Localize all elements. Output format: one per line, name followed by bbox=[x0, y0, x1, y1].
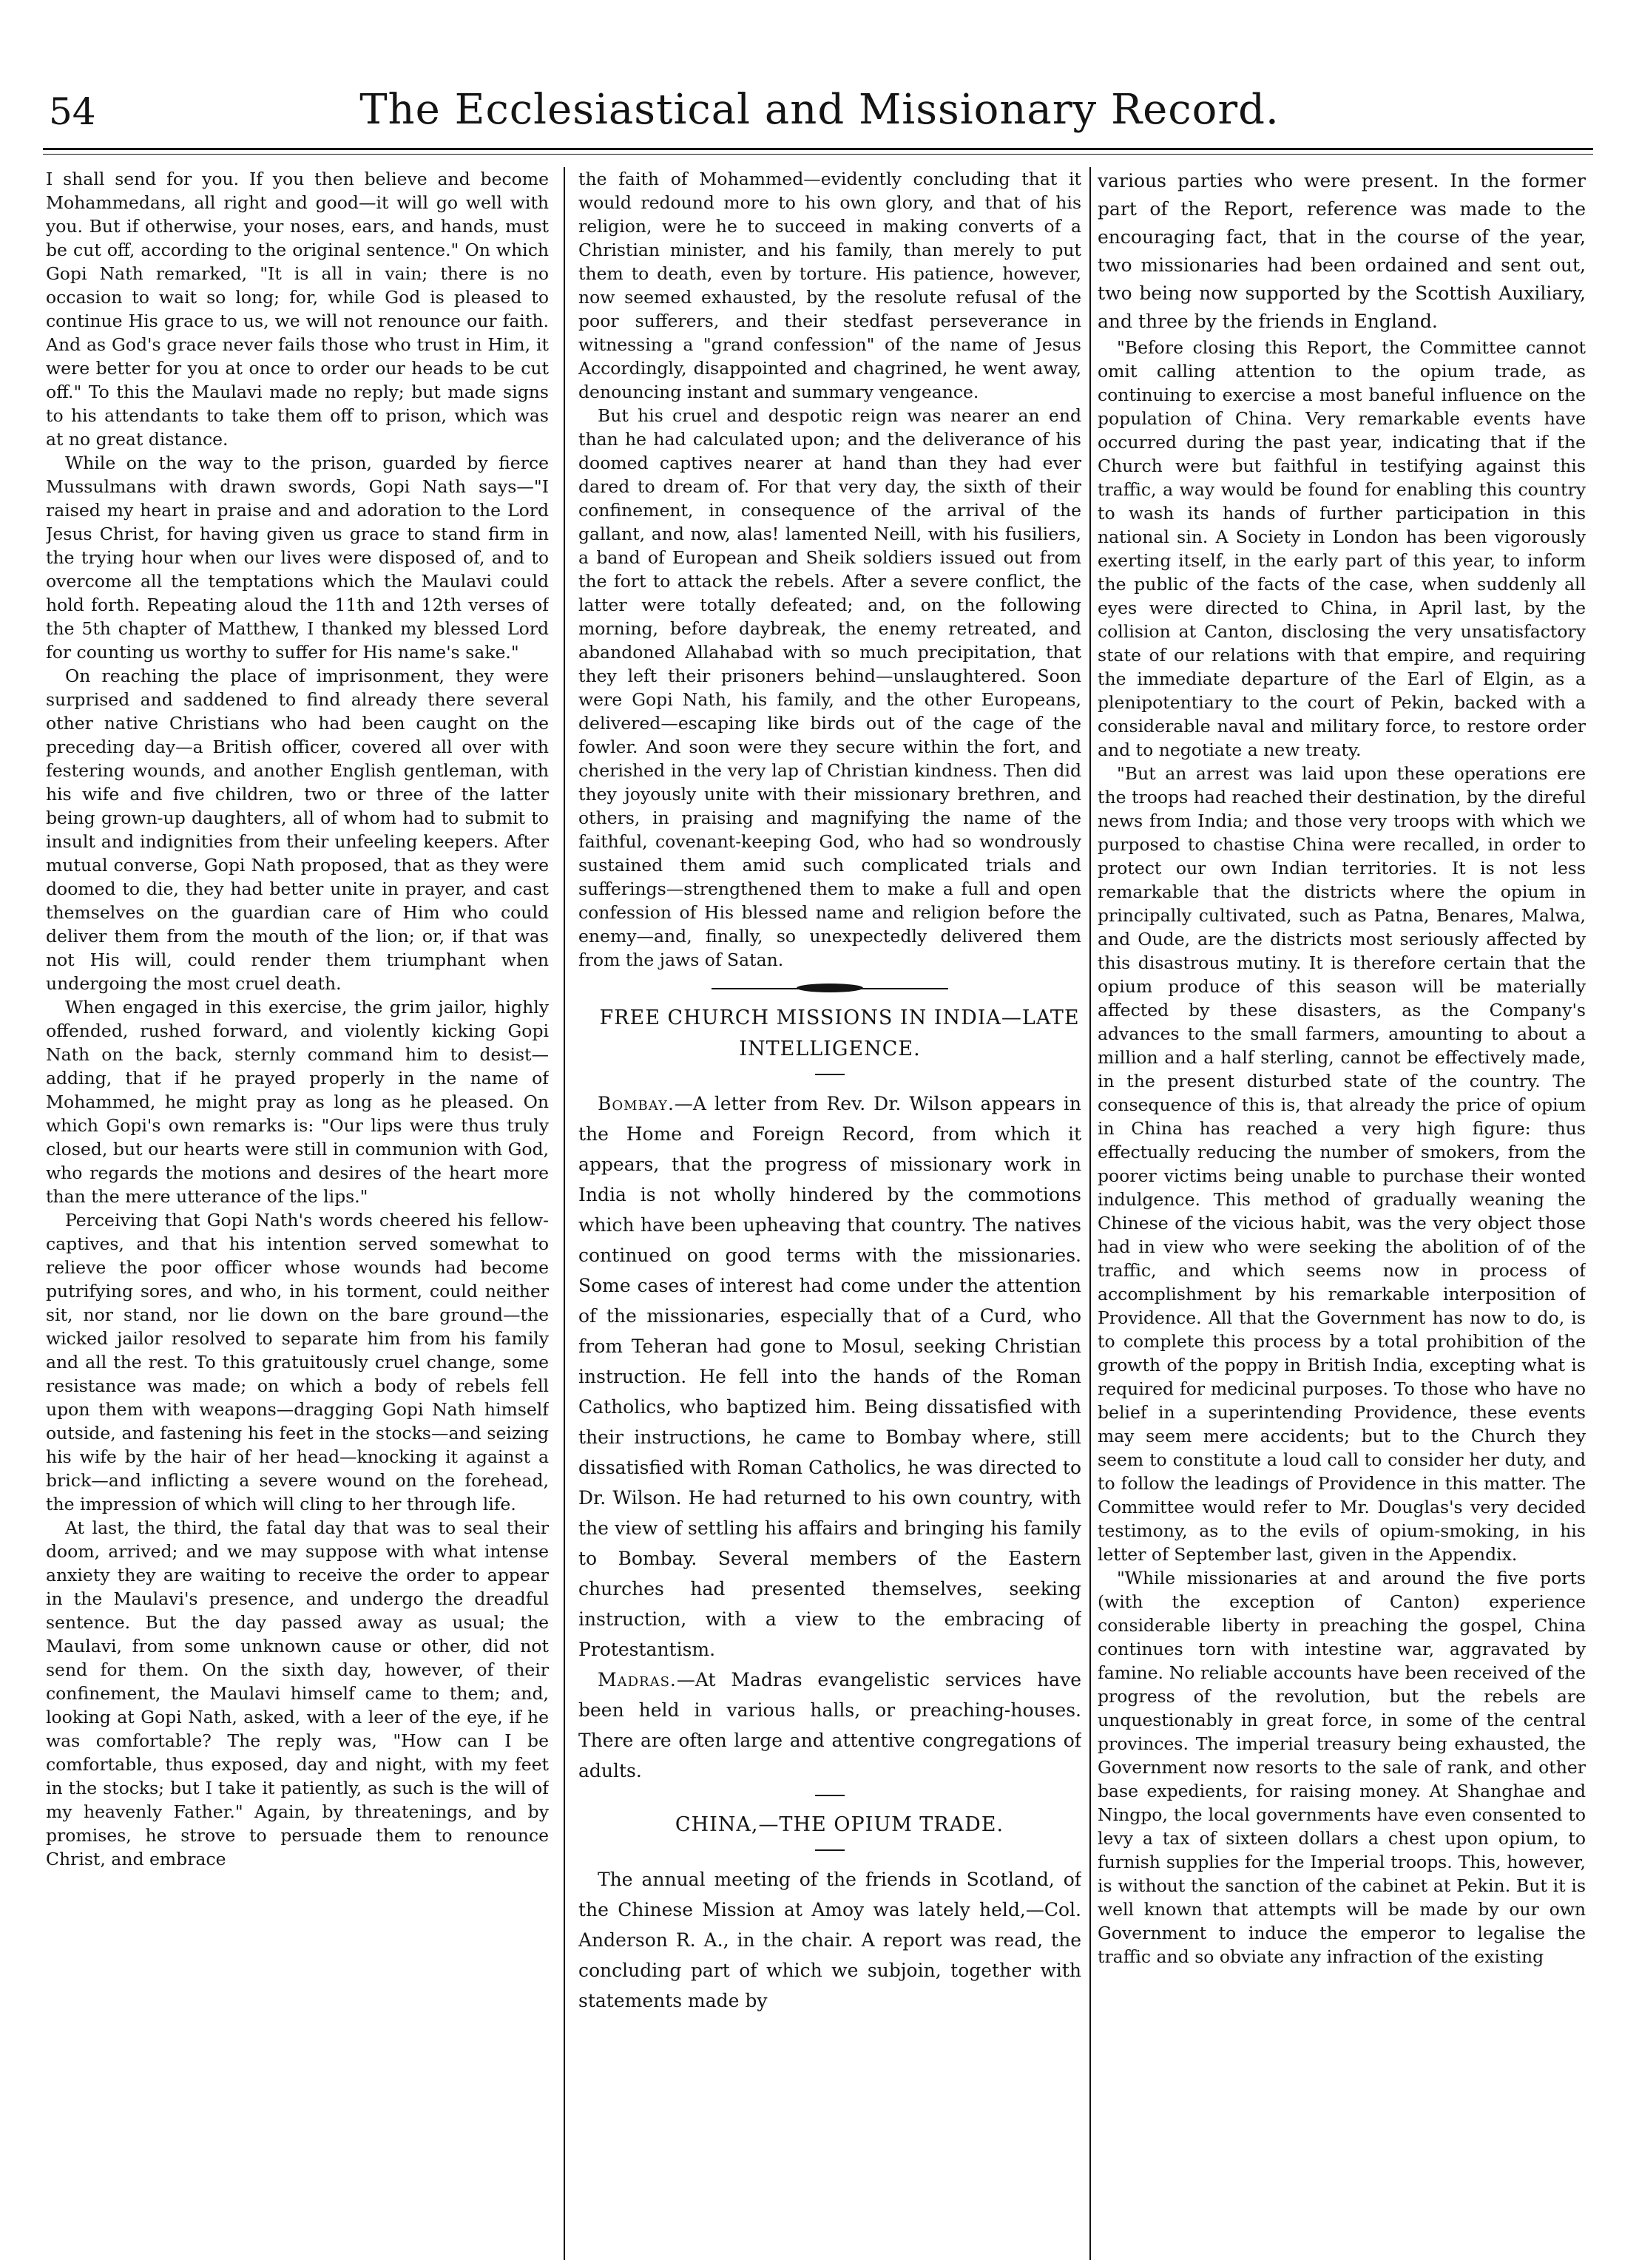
paragraph: "But an arrest was laid upon these operations ere the troops had reached their destination, by the direful news from India; and those very troops with which we purposed to chastise China were recalled, in order to protect our own Indian territories. It is not less remarkable that the districts where the opium in principally cultivated, such as Patna, Benares, Malwa, and Oude, are the districts most seriously affected by this disastrous mutiny. It is therefore certain that the opium produce of this season will be materially affected by these disasters, as the Company's advances to the small farmers, amounting to about a million and a half sterling, cannot be effectively made, in the present disturbed state of the country. The consequence of this is, that already the price of opium in China has reached a very high figure: thus effectually reducing the number of smokers, from the poorer victims being unable to purchase their wonted indulgence. This method of gradually weaning the Chinese of the vicious habit, was the very object those had in view who were seeking the abolition of of the traffic, and which seems now in process of accomplishment by his remarkable interposition of Providence. All that the Government has now to do, is to complete this process by a total prohibition of the growth of the poppy in British India, excepting what is required for medicinal purposes. To those who have no belief in a superintending Providence, these events may seem mere accidents; but to the Church they seem to constitute a loud call to consider her duty, and to follow the leadings of Providence in this matter. The Committee would refer to Mr. Douglas's very decided testimony, as to the evils of opium-smoking, in his letter of September last, given in the Appendix. bbox=[1098, 763, 1586, 1565]
page-number: 54 bbox=[49, 90, 96, 133]
running-title: The Ecclesiastical and Missionary Record. bbox=[359, 86, 1280, 134]
column-divider bbox=[1089, 167, 1091, 2260]
section-heading: CHINA,—THE OPIUM TRADE. bbox=[675, 1813, 1004, 1836]
paragraph: On reaching the place of imprisonment, they were surprised and saddened to find already there several other native Christians who had been caught on the preceding day—a British officer, covered all over with festering wounds, and another English gentleman, with his wife and five children, two or three of the latter being grown-up daughters, all of whom had to submit to insult and indignities from their unfeeling keepers. After mutual converse, Gopi Nath proposed, that as they were doomed to die, they had better unite in prayer, and cast themselves on the guardian care of Him who could deliver them from the mouth of the lion; or, if that was not His will, could render them triumphant when undergoing the most cruel death. bbox=[46, 666, 549, 994]
paragraph: Perceiving that Gopi Nath's words cheered his fellow-captives, and that his intention served somewhat to relieve the poor officer whose wounds had become putrifying sores, and who, in his torment, could neither sit, nor stand, nor lie down on the bare ground—the wicked jailor resolved to separate him from his family and all the rest. To this gratuitously cruel change, some resistance was made; on which a body of rebels fell upon them with weapons—dragging Gopi Nath himself outside, and fastening his feet in the stocks—and seizing his wife by the hair of her head—knocking it against a brick—and inflicting a severe wound on the forehead, the impression of which will cling to her through life. bbox=[46, 1210, 549, 1514]
short-rule bbox=[578, 1068, 1081, 1081]
paragraph: various parties who were present. In the former part of the Report, reference was made to the encouraging fact, that in the course of the year, two missionaries had been ordained and sent out, two being now supported by the Scottish Auxiliary, and three by the friends in England. bbox=[1098, 170, 1586, 332]
short-rule bbox=[578, 1789, 1081, 1802]
paragraph: I shall send for you. If you then believe and become Mohammedans, all right and good—it will go well with you. But if otherwise, your noses, ears, and hands, must be cut off, according to the original sentence." On which Gopi Nath remarked, "It is all in vain; there is no occasion to wait so long; for, while God is pleased to continue His grace to us, we will not renounce our faith. And as God's grace never fails those who trust in Him, it were better for you at once to order our heads to be cut off." To this the Maulavi made no reply; but made signs to his attendants to take them off to prison, which was at no great distance. bbox=[46, 169, 549, 450]
paragraph: At last, the third, the fatal day that was to seal their doom, arrived; and we may suppose with what intense anxiety they are waiting to receive the order to appear in the Maulavi's presence, and undergo the dreadful sentence. But the day passed away as usual; the Maulavi, from some unknown cause or other, did not send for them. On the sixth day, however, of their confinement, the Maulavi himself came to them; and, looking at Gopi Nath, asked, with a leer of the eye, if he was comfortable? The reply was, "How can I be comfortable, thus exposed, day and night, with my feet in the stocks; but I take it patiently, as such is the will of my heavenly Father." Again, by threatenings, and by promises, he strove to persuade them to renounce Christ, and embrace bbox=[46, 1517, 549, 1869]
paragraph: When engaged in this exercise, the grim jailor, highly offended, rushed forward, and violently kicking Gopi Nath on the back, sternly command him to desist—adding, that if he prayed properly in the name of Mohammed, he might pray as long as he pleased. On which Gopi's own remarks is: "Our lips were thus truly closed, but our hearts were still in communion with God, who regards the motions and desires of the heart more than the mere utterance of the lips." bbox=[46, 997, 549, 1207]
bombay-paragraph bbox=[578, 1089, 1081, 1665]
header-rule bbox=[43, 148, 1593, 150]
place-label: Madras. bbox=[598, 1669, 677, 1690]
column-middle bbox=[578, 167, 1081, 2260]
paragraph: "While missionaries at and around the five ports (with the exception of Canton) experience considerable liberty in preaching the gospel, China continues torn with intestine war, aggravated by famine. No reliable accounts have been received of the progress of the revolution, but the rebels are unquestionably in great force, in some of the central provinces. The imperial treasury being exhausted, the Government now resorts to the sale of rank, and other base expedients, for raising money. At Shanghae and Ningpo, the local governments have even consented to levy a tax of sixteen dollars a chest upon opium, to furnish supplies for the Imperial troops. This, however, is without the sanction of the cabinet at Pekin. But it is well known that attempts will be made by our own Government to induce the emperor to legalise the traffic and so obviate any infraction of the existing bbox=[1098, 1568, 1586, 1967]
place-label: Bombay. bbox=[598, 1093, 675, 1114]
paragraph-text: —A letter from Rev. Dr. Wilson appears in the Home and Foreign Record, from which it appears, that the progress of missionary work in India is not wholly hindered by the commotions which have been upheaving that country. The natives continued on good terms with the missionaries. Some cases of interest had come under the attention of the missionaries, especially that of a Curd, who from Teheran had gone to Mosul, seeking Christian instruction. He fell into the hands of the Roman Catholics, who baptized him. Being dissatisfied with their instructions, he came to Bombay where, still dissatisfied with Roman Catholics, he was directed to Dr. Wilson. He had returned to his own country, with the view of settling his affairs and bringing his family to Bombay. Several members of the Eastern churches had presented themselves, seeking instruction, with a view to the embracing of Protestantism. bbox=[578, 1093, 1081, 1660]
column-divider bbox=[564, 167, 565, 2260]
madras-paragraph bbox=[578, 1665, 1081, 1786]
paragraph: While on the way to the prison, guarded by fierce Mussulmans with drawn swords, Gopi Nath says—"I raised my heart in praise and and adoration to the Lord Jesus Christ, for having given us grace to stand firm in the trying hour when our lives were disposed of, and to overcome all the temptations which the Maulavi could hold forth. Repeating aloud the 11th and 12th verses of the 5th chapter of Matthew, I thanked my blessed Lord for counting us worthy to suffer for His name's sake." bbox=[46, 453, 549, 663]
paragraph-text: —At Madras evangelistic services have been held in various halls, or preaching-houses. There are often large and attentive congregations of adults. bbox=[578, 1669, 1081, 1781]
paragraph: The annual meeting of the friends in Scotland, of the Chinese Mission at Amoy was lately held,—Col. Anderson R. A., in the chair. A report was read, the concluding part of which we subjoin, together with statements made by bbox=[578, 1869, 1081, 2011]
section-divider bbox=[578, 979, 1081, 998]
short-rule bbox=[578, 1844, 1081, 1857]
column-left bbox=[46, 167, 549, 2260]
paragraph: "Before closing this Report, the Committee cannot omit calling attention to the opium trade, as continuing to exercise a most baneful influence on the population of China. Very remarkable events have occurred during the past year, indicating that if the Church were but faithful in testifying against this traffic, a way would be found for enabling this country to wash its hands of further participation in this national sin. A Society in London has been vigorously exerting itself, in the early part of this year, to inform the public of the facts of the case, when suddenly all eyes were directed to China, in April last, by the collision at Canton, disclosing the very unsatisfactory state of our relations with that empire, and requiring the immediate departure of the Earl of Elgin, as a plenipotentiary to the court of Pekin, backed with a considerable naval and military force, to restore order and to negotiate a new treaty. bbox=[1098, 337, 1586, 760]
page-header bbox=[43, 80, 1596, 151]
header-rule-thin bbox=[43, 154, 1593, 155]
column-right bbox=[1098, 167, 1586, 2260]
paragraph: But his cruel and despotic reign was nearer an end than he had calculated upon; and the deliverance of his doomed captives nearer at hand than they had ever dared to dream of. For that very day, the sixth of their confinement, in consequence of the arrival of the gallant, and now, alas! lamented Neill, with his fusiliers, a band of European and Sheik soldiers issued out from the fort to attack the rebels. After a severe conflict, the latter were totally defeated; and, on the following morning, before daybreak, the enemy retreated, and abandoned Allahabad with so much precipitation, that they left their prisoners behind—unslaughtered. Soon were Gopi Nath, his family, and the other Europeans, delivered—escaping like birds out of the cage of the fowler. And soon were they secure within the fort, and cherished in the very lap of Christian kindness. Then did they joyously unite with their missionary brethren, and others, in praising and magnifying the name of the faithful, covenant-keeping God, who had so wondrously sustained them amid such complicated trials and sufferings—strengthened them to make a full and open confession of His blessed name and religion before the enemy—and, finally, so unexpectedly delivered them from the jaws of Satan. bbox=[578, 405, 1081, 970]
section-heading: FREE CHURCH MISSIONS IN INDIA—LATE INTELLIGENCE. bbox=[599, 1006, 1080, 1060]
paragraph: the faith of Mohammed—evidently concluding that it would redound more to his own glory, and that of his religion, were he to succeed in making converts of a Christian minister, and his family, than merely to put them to death, even by torture. His patience, however, now seemed exhausted, by the resolute refusal of the poor sufferers, and their stedfast perseverance in witnessing a "grand confession" of the name of Jesus Accordingly, disappointed and chagrined, he went away, denouncing instant and summary vengeance. bbox=[578, 169, 1081, 402]
